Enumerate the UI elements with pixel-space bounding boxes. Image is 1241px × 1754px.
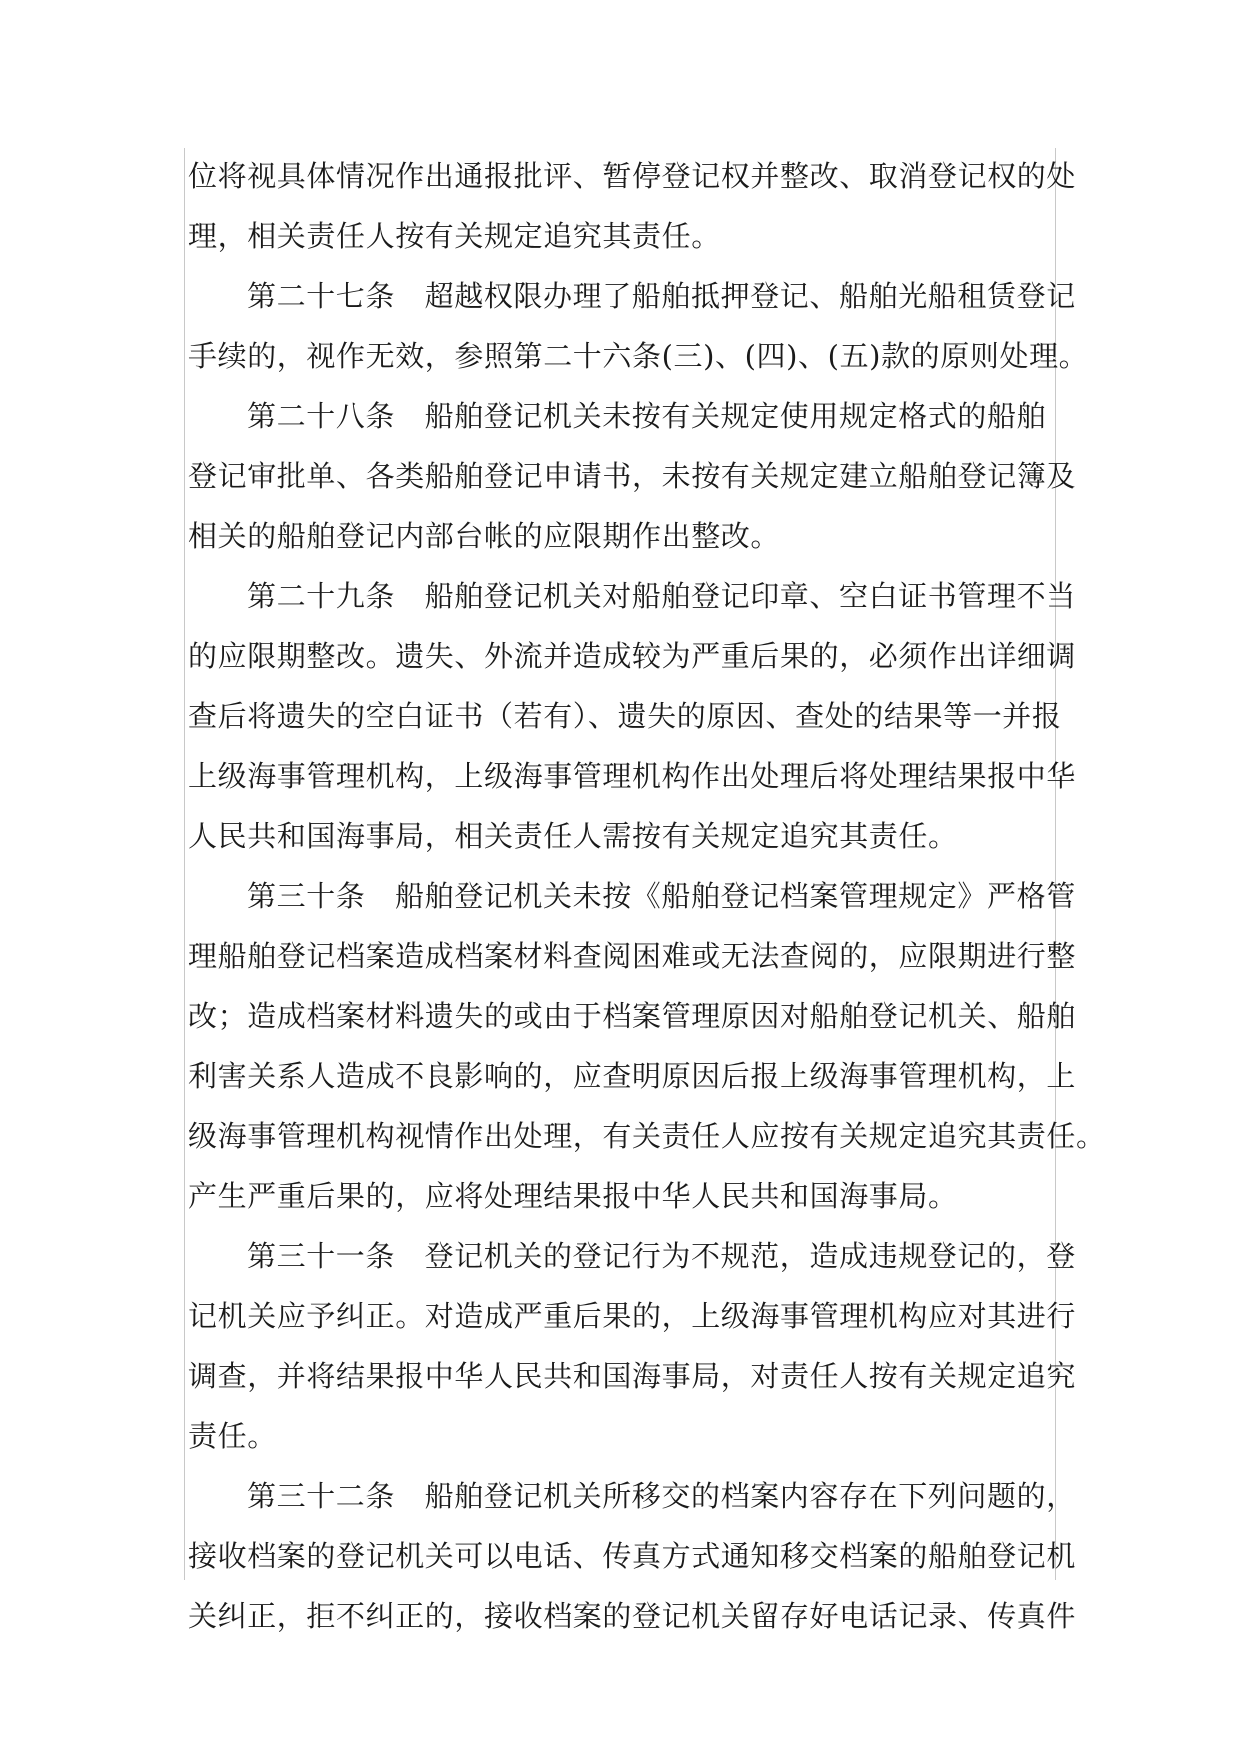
text-line: 级海事管理机构视情作出处理，有关责任人应按有关规定追究其责任。 (188, 1119, 1106, 1153)
left-margin-rule (184, 148, 185, 1580)
text-line: 调查，并将结果报中华人民共和国海事局，对责任人按有关规定追究 (188, 1359, 1077, 1393)
text-line: 关纠正，拒不纠正的，接收档案的登记机关留存好电话记录、传真件 (188, 1599, 1077, 1633)
text-line: 记机关应予纠正。对造成严重后果的，上级海事管理机构应对其进行 (188, 1299, 1077, 1333)
text-line: 手续的，视作无效，参照第二十六条(三)、(四)、(五)款的原则处理。 (188, 339, 1089, 373)
text-line: 第二十七条 超越权限办理了船舶抵押登记、船舶光船租赁登记 (247, 279, 1076, 313)
text-line: 相关的船舶登记内部台帐的应限期作出整改。 (188, 519, 781, 553)
document-body (188, 146, 1106, 1646)
text-line: 利害关系人造成不良影响的，应查明原因后报上级海事管理机构，上 (188, 1059, 1077, 1093)
text-line: 登记审批单、各类船舶登记申请书，未按有关规定建立船舶登记簿及 (188, 459, 1077, 493)
text-line: 位将视具体情况作出通报批评、暂停登记权并整改、取消登记权的处 (188, 159, 1077, 193)
text-line: 接收档案的登记机关可以电话、传真方式通知移交档案的船舶登记机 (188, 1539, 1077, 1573)
text-line: 理船舶登记档案造成档案材料查阅困难或无法查阅的，应限期进行整 (188, 939, 1077, 973)
text-line: 理，相关责任人按有关规定追究其责任。 (188, 219, 721, 253)
text-line: 第三十一条 登记机关的登记行为不规范，造成违规登记的，登 (247, 1239, 1076, 1273)
text-line: 改；造成档案材料遗失的或由于档案管理原因对船舶登记机关、船舶 (188, 999, 1077, 1033)
text-line: 第二十九条 船舶登记机关对船舶登记印章、空白证书管理不当 (247, 579, 1076, 613)
text-line: 的应限期整改。遗失、外流并造成较为严重后果的，必须作出详细调 (188, 639, 1077, 673)
text-line: 查后将遗失的空白证书（若有）、遗失的原因、查处的结果等一并报 (188, 699, 1062, 733)
text-line: 产生严重后果的，应将处理结果报中华人民共和国海事局。 (188, 1179, 958, 1213)
text-line: 人民共和国海事局，相关责任人需按有关规定追究其责任。 (188, 819, 958, 853)
text-line: 第三十条 船舶登记机关未按《船舶登记档案管理规定》严格管 (247, 879, 1076, 913)
text-line: 第二十八条 船舶登记机关未按有关规定使用规定格式的船舶 (247, 399, 1047, 433)
text-line: 第三十二条 船舶登记机关所移交的档案内容存在下列问题的， (247, 1479, 1076, 1513)
text-line: 责任。 (188, 1419, 277, 1453)
text-line: 上级海事管理机构，上级海事管理机构作出处理后将处理结果报中华 (188, 759, 1077, 793)
